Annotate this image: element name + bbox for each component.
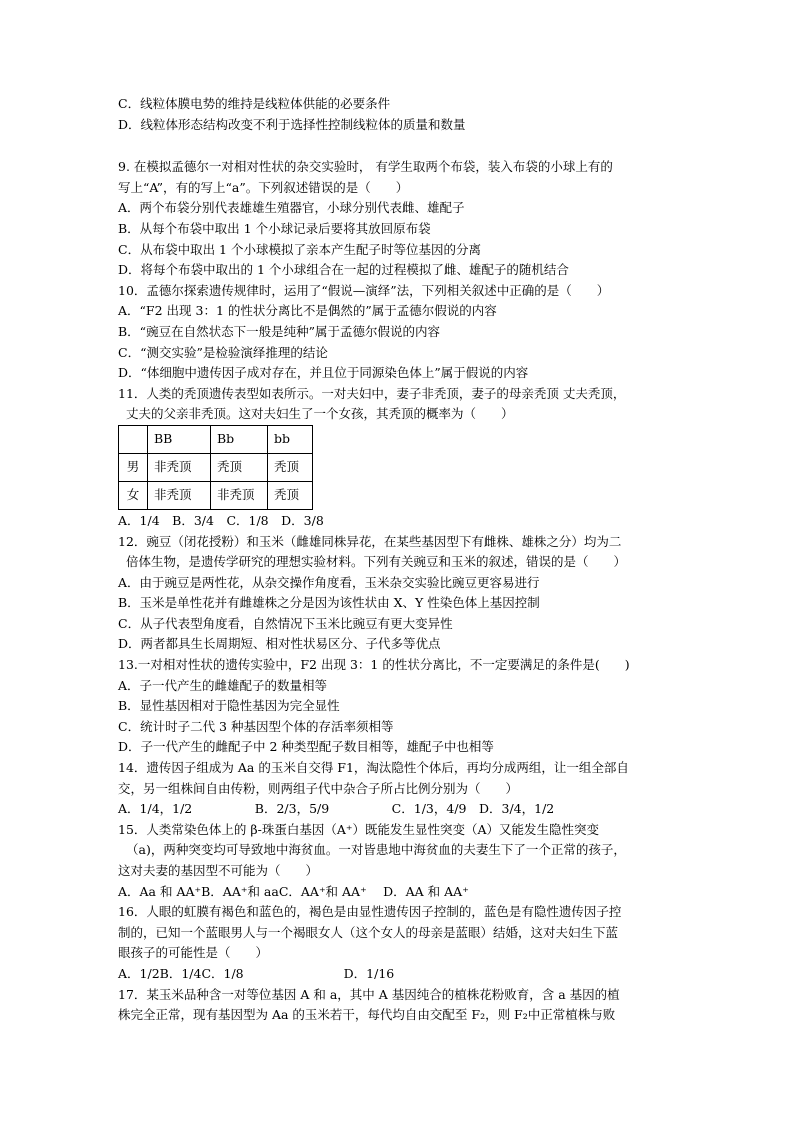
q8-option-d: D．线粒体形态结构改变不利于选择性控制线粒体的质量和数量	[118, 116, 466, 132]
q16-stem-line1: 16．人眼的虹膜有褐色和蓝色的，褐色是由显性遗传因子控制的，蓝色是有隐性遗传因子控	[118, 904, 622, 920]
q9-option-d: D．将每个布袋中取出的 1 个小球组合在一起的过程模拟了雌、雄配子的随机结合	[118, 262, 569, 278]
table-header-cell: bb	[268, 425, 313, 453]
table-cell: 非秃顶	[148, 453, 211, 481]
q12-stem-line1: 12．豌豆（闭花授粉）和玉米（雌雄同株异花，在某些基因型下有雌株、雄株之分）均为二	[118, 533, 622, 549]
q15-stem-line1: 15．人类常染色体上的 β-珠蛋白基因（A⁺）既能发生显性突变（A）又能发生隐性突变	[118, 821, 599, 837]
q13-option-c: C．统计时子二代 3 种基因型个体的存活率须相等	[118, 718, 394, 734]
question-13	[118, 655, 678, 758]
q13-stem: 13.一对相对性状的遗传实验中，F2 出现 3：1 的性状分离比，不一定要满足的条件是( )	[118, 657, 630, 673]
question-14	[118, 758, 678, 820]
q10-option-d: D．“体细胞中遗传因子成对存在，并且位于同源染色体上”属于假说的内容	[118, 365, 529, 381]
q16-stem-line3: 眼孩子的可能性是（ ）	[118, 945, 269, 961]
question-17	[118, 985, 678, 1026]
q13-option-d: D．子一代产生的雌配子中 2 种类型配子数目相等，雄配子中也相等	[118, 739, 494, 755]
table-header-row	[119, 425, 313, 453]
question-10	[118, 281, 678, 384]
table-header-cell	[119, 425, 148, 453]
q8-option-c: C．线粒体膜电势的维持是线粒体供能的必要条件	[118, 96, 391, 111]
q11-stem-line1: 11．人类的秃顶遗传表型如表所示。一对夫妇中，妻子非秃顶，妻子的母亲秃顶 丈夫秃顶，	[118, 385, 626, 401]
q14-stem-line1: 14．遗传因子组成为 Aa 的玉米自交得 F1，淘汰隐性个体后，再均分成两组，让一组全部自	[118, 760, 629, 776]
q10-option-c: C．“测交实验”是检验演绎推理的结论	[118, 344, 328, 360]
table-cell: 秃顶	[268, 453, 313, 481]
q16-stem-line2: 制的，已知一个蓝眼男人与一个褐眼女人（这个女人的母亲是蓝眼）结婚，这对夫妇生下蓝	[118, 924, 619, 940]
table-cell: 男	[119, 453, 148, 481]
q17-stem-line2: 株完全正常，现有基因型为 Aa 的玉米若干，每代均自由交配至 F₂，则 F₂中正常植株与败	[118, 1007, 616, 1023]
q15-stem-line3: 这对夫妻的基因型不可能为（ ）	[118, 863, 319, 878]
q12-option-a: A．由于豌豆是两性花，从杂交操作角度看，玉米杂交实验比豌豆更容易进行	[118, 574, 540, 590]
q16-options: A．1/2B．1/4C．1/8 D．1/16	[118, 965, 395, 981]
q9-option-c: C．从布袋中取出 1 个小球模拟了亲本产生配子时等位基因的分离	[118, 241, 481, 257]
table-cell: 秃顶	[211, 453, 268, 481]
q10-option-a: A．“F2 出现 3：1 的性状分离比不是偶然的”属于孟德尔假说的内容	[118, 303, 497, 319]
q15-stem-line2: （a)，两种突变均可导致地中海贫血。一对皆患地中海贫血的夫妻生下了一个正常的孩子，	[126, 842, 626, 858]
table-header-cell: Bb	[211, 425, 268, 453]
q13-option-b: B．显性基因相对于隐性基因为完全显性	[118, 698, 340, 714]
question-12	[118, 532, 678, 656]
q9-stem-line2: 写上“A”，有的写上“a”。下列叙述错误的是（ ）	[118, 179, 409, 195]
spacer	[118, 135, 678, 157]
q9-option-b: B．从每个布袋中取出 1 个小球记录后要将其放回原布袋	[118, 220, 431, 236]
q12-option-c: C．从子代表型角度看，自然情况下玉米比豌豆有更大变异性	[118, 615, 453, 631]
q13-option-a: A．子一代产生的雌雄配子的数量相等	[118, 677, 328, 693]
question-9	[118, 157, 678, 281]
q17-stem-line1: 17．某玉米品种含一对等位基因 A 和 a，其中 A 基因纯合的植株花粉败育，含 a 基因的植	[118, 986, 620, 1002]
table-cell: 非秃顶	[211, 481, 268, 509]
exam-page	[118, 94, 678, 1026]
q10-option-b: B．“豌豆在自然状态下一般是纯种”属于孟德尔假说的内容	[118, 323, 440, 339]
table-cell: 非秃顶	[148, 481, 211, 509]
table-cell: 秃顶	[268, 481, 313, 509]
q10-stem: 10．孟德尔探索遗传规律时，运用了“假说—演绎”法，下列相关叙述中正确的是（ ）	[118, 282, 610, 298]
table-row	[119, 453, 313, 481]
q11-stem-line2: 丈夫的父亲非秃顶。这对夫妇生了一个女孩，其秃顶的概率为（ ）	[126, 406, 514, 422]
q9-option-a: A．两个布袋分别代表雄雄生殖器官，小球分别代表雌、雄配子	[118, 200, 465, 216]
baldness-table	[118, 425, 313, 510]
q12-option-b: B．玉米是单性花并有雌雄株之分是因为该性状由 X、Y 性染色体上基因控制	[118, 595, 540, 611]
table-header-cell: BB	[148, 425, 211, 453]
q14-stem-line2: 交，另一组株间自由传粉，则两组子代中杂合子所占比例分别为（ ）	[118, 780, 519, 796]
q15-options: A．Aa 和 AA⁺B．AA⁺和 aaC．AA⁺和 AA⁺ D．AA 和 AA⁺	[118, 883, 469, 899]
q14-options: A．1/4，1/2 B．2/3，5/9 C．1/3，4/9 D．3/4，1/2	[118, 801, 555, 817]
table-cell: 女	[119, 481, 148, 509]
q12-option-d: D．两者都具生长周期短、相对性状易区分、子代多等优点	[118, 636, 441, 652]
q9-stem-line1: 9. 在模拟孟德尔一对相对性状的杂交实验时， 有学生取两个布袋，装入布袋的小球上有的	[118, 159, 613, 175]
question-16	[118, 902, 678, 984]
question-11	[118, 384, 678, 532]
q11-options: A．1/4 B．3/4 C．1/8 D．3/8	[118, 512, 324, 528]
q12-stem-line2: 倍体生物，是遗传学研究的理想实验材料。下列有关豌豆和玉米的叙述，错误的是（ ）	[126, 554, 627, 570]
table-row	[119, 481, 313, 509]
question-15	[118, 820, 678, 902]
